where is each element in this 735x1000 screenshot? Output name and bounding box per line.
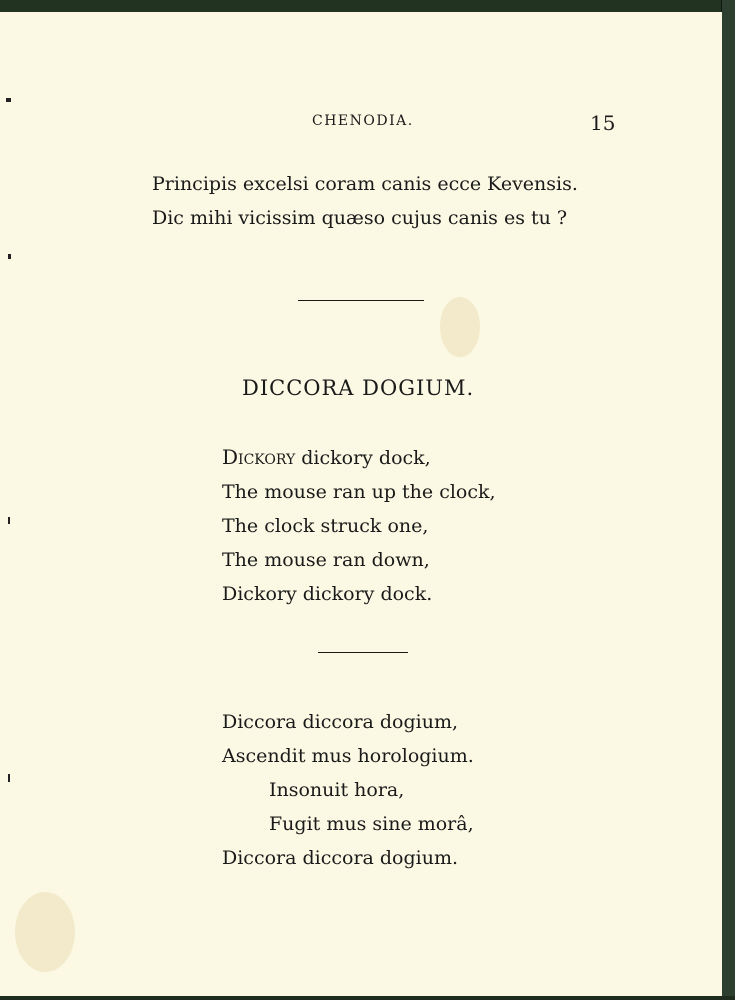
verse-line-rest: dickory dock,: [295, 447, 431, 469]
verse-line: Dickory dickory dock.: [222, 583, 433, 605]
margin-mark: [8, 254, 11, 259]
paper-stain: [440, 297, 480, 357]
top-stanza: [152, 167, 578, 235]
drop-word: Dickory: [222, 445, 296, 469]
verse-line: Diccora diccora dogium.: [222, 847, 459, 869]
verse-line: [222, 440, 496, 475]
margin-mark: [6, 98, 11, 102]
english-poem: [222, 440, 496, 611]
book-bottom-edge: [0, 996, 735, 1000]
book-top-edge: [0, 0, 735, 12]
section-divider: [298, 300, 424, 301]
verse-line: Fugit mus sine morâ,: [269, 813, 474, 835]
verse-line: Ascendit mus horologium.: [222, 745, 474, 767]
running-head: CHENODIA.: [312, 113, 414, 129]
verse-line: Diccora diccora dogium,: [222, 711, 459, 733]
latin-poem: [222, 705, 474, 875]
poem-divider: [318, 652, 408, 653]
margin-mark: [8, 774, 10, 782]
section-title: DICCORA DOGIUM.: [242, 376, 475, 400]
verse-line: Dic mihi vicissim quæso cujus canis es tu ?: [152, 207, 568, 229]
verse-line: Insonuit hora,: [269, 779, 405, 801]
page-number: 15: [590, 111, 616, 135]
verse-line: Principis excelsi coram canis ecce Kevensis.: [152, 173, 578, 195]
verse-line: The clock struck one,: [222, 515, 429, 537]
margin-mark: [8, 517, 10, 524]
book-binding-edge: [721, 0, 735, 1000]
verse-line: The mouse ran down,: [222, 549, 430, 571]
verse-line: The mouse ran up the clock,: [222, 481, 496, 503]
book-page: [0, 12, 722, 996]
paper-stain: [15, 892, 75, 972]
